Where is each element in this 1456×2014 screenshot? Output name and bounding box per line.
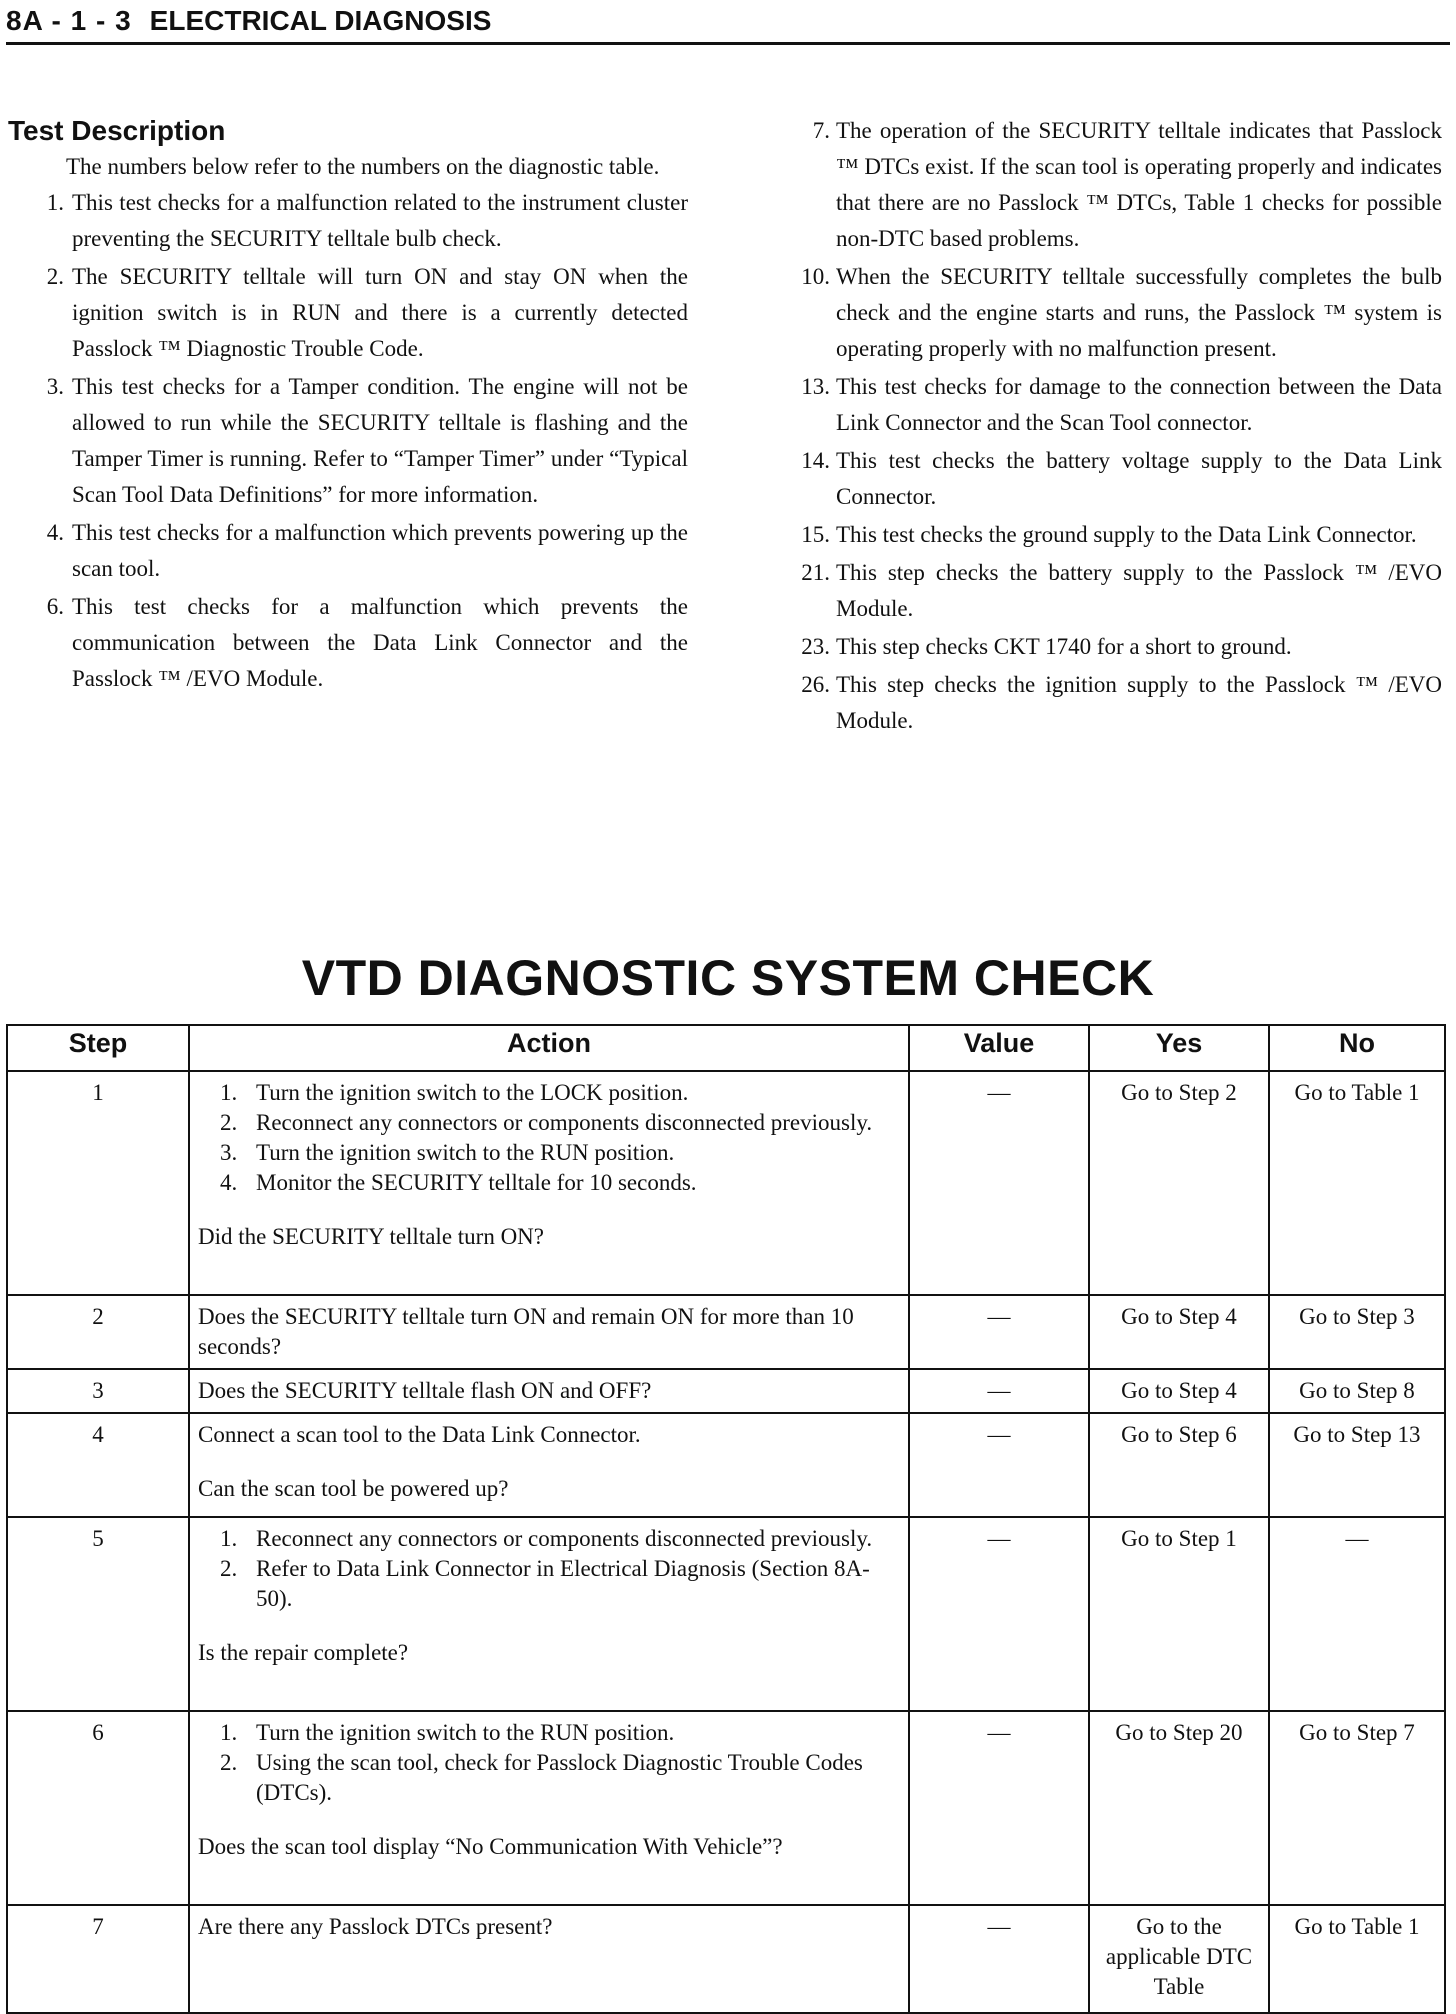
table-row: [7, 1517, 1445, 1711]
action-text: Using the scan tool, check for Passlock Diagnostic Trouble Codes (DTCs).: [256, 1750, 863, 1805]
action-text: Turn the ignition switch to the RUN position.: [256, 1720, 675, 1745]
action-item: [198, 1168, 900, 1198]
action-item: [198, 1718, 900, 1748]
item-number: 10.: [801, 264, 830, 289]
test-description-list-left: [8, 185, 688, 697]
action-number: 2.: [220, 1556, 238, 1581]
item-number: 21.: [801, 560, 830, 585]
action-list: [198, 1078, 900, 1198]
action-cell: [189, 1295, 909, 1369]
column-header-value: Value: [909, 1025, 1089, 1071]
no-cell: Go to Step 3: [1269, 1295, 1445, 1369]
action-item: [198, 1524, 900, 1554]
step-cell: 3: [7, 1369, 189, 1413]
action-question: Does the SECURITY telltale turn ON and remain ON for more than 10 seconds?: [198, 1304, 854, 1359]
action-list: [198, 1524, 900, 1614]
section-title: ELECTRICAL DIAGNOSIS: [149, 5, 492, 36]
action-item: [198, 1748, 900, 1808]
value-cell: —: [909, 1413, 1089, 1517]
yes-cell: Go to Step 6: [1089, 1413, 1269, 1517]
list-item: [8, 589, 688, 697]
list-item: [780, 259, 1442, 367]
no-cell: Go to Table 1: [1269, 1071, 1445, 1295]
page-header: [6, 0, 1450, 45]
item-text: When the SECURITY telltale successfully completes the bulb check and the engine starts and runs, the Passlock ™ system is operating properly with no malfunction present.: [836, 264, 1442, 361]
item-number: 2.: [46, 264, 64, 289]
table-row: [7, 1711, 1445, 1905]
item-number: 15.: [801, 522, 830, 547]
list-item: [8, 259, 688, 367]
value-cell: —: [909, 1711, 1089, 1905]
no-cell: Go to Step 7: [1269, 1711, 1445, 1905]
column-header-no: No: [1269, 1025, 1445, 1071]
item-number: 23.: [801, 634, 830, 659]
item-text: This test checks the ground supply to the Data Link Connector.: [836, 522, 1417, 547]
item-text: This test checks for a Tamper condition. The engine will not be allowed to run while the SECURITY telltale is flashing and the Tamper Timer is running. Refer to “Tamper Timer” under “Typical Scan Tool Data Definitions” for more information.: [72, 374, 688, 507]
test-description-left-column: [8, 113, 688, 699]
table-row: [7, 1071, 1445, 1295]
column-header-yes: Yes: [1089, 1025, 1269, 1071]
item-text: This step checks the ignition supply to the Passlock ™ /EVO Module.: [836, 672, 1442, 733]
item-number: 6.: [46, 594, 64, 619]
item-text: This test checks for damage to the connection between the Data Link Connector and the Scan Tool connector.: [836, 374, 1442, 435]
table-row: [7, 1905, 1445, 2013]
table-row: [7, 1413, 1445, 1517]
action-number: 2.: [220, 1750, 238, 1775]
item-number: 26.: [801, 672, 830, 697]
system-check-title: VTD DIAGNOSTIC SYSTEM CHECK: [301, 950, 1155, 1006]
action-instruction: Connect a scan tool to the Data Link Connector.: [198, 1422, 641, 1447]
action-number: 1.: [220, 1720, 238, 1745]
step-cell: 4: [7, 1413, 189, 1517]
action-question: Is the repair complete?: [198, 1640, 409, 1665]
action-item: [198, 1138, 900, 1168]
no-cell: Go to Step 8: [1269, 1369, 1445, 1413]
list-item: [780, 629, 1442, 665]
item-text: The SECURITY telltale will turn ON and stay ON when the ignition switch is in RUN and there is a currently detected Passlock ™ Diagnostic Trouble Code.: [72, 264, 688, 361]
item-text: This step checks CKT 1740 for a short to ground.: [836, 634, 1292, 659]
no-cell: Go to Step 13: [1269, 1413, 1445, 1517]
action-cell: [189, 1413, 909, 1517]
action-cell: [189, 1071, 909, 1295]
yes-cell: Go to the applicable DTC Table: [1089, 1905, 1269, 2013]
action-number: 2.: [220, 1110, 238, 1135]
action-question: Does the SECURITY telltale flash ON and OFF?: [198, 1378, 652, 1403]
item-number: 13.: [801, 374, 830, 399]
list-item: [780, 517, 1442, 553]
no-cell: —: [1269, 1517, 1445, 1711]
action-cell: [189, 1369, 909, 1413]
item-text: The operation of the SECURITY telltale indicates that Passlock ™ DTCs exist. If the scan tool is operating properly and indicates that there are no Passlock ™ DTCs, Table 1 checks for possible non-DTC based problems.: [836, 118, 1442, 251]
action-list: [198, 1718, 900, 1808]
step-cell: 5: [7, 1517, 189, 1711]
column-header-action: Action: [189, 1025, 909, 1071]
item-number: 14.: [801, 448, 830, 473]
action-number: 1.: [220, 1526, 238, 1551]
yes-cell: Go to Step 4: [1089, 1295, 1269, 1369]
diagnostic-table: [6, 1024, 1446, 2014]
table-row: [7, 1369, 1445, 1413]
yes-cell: Go to Step 1: [1089, 1517, 1269, 1711]
yes-cell: Go to Step 20: [1089, 1711, 1269, 1905]
action-text: Reconnect any connectors or components disconnected previously.: [256, 1110, 873, 1135]
value-cell: —: [909, 1071, 1089, 1295]
action-number: 3.: [220, 1140, 238, 1165]
yes-cell: Go to Step 2: [1089, 1071, 1269, 1295]
step-cell: 1: [7, 1071, 189, 1295]
item-number: 1.: [46, 190, 64, 215]
table-row: [7, 1295, 1445, 1369]
list-item: [780, 555, 1442, 627]
action-question: Does the scan tool display “No Communication With Vehicle”?: [198, 1834, 783, 1859]
action-text: Monitor the SECURITY telltale for 10 seconds.: [256, 1170, 697, 1195]
action-text: Reconnect any connectors or components disconnected previously.: [256, 1526, 873, 1551]
list-item: [780, 443, 1442, 515]
action-text: Turn the ignition switch to the LOCK position.: [256, 1080, 689, 1105]
column-header-step: Step: [7, 1025, 189, 1071]
step-cell: 2: [7, 1295, 189, 1369]
action-cell: [189, 1711, 909, 1905]
list-item: [780, 369, 1442, 441]
action-cell: [189, 1517, 909, 1711]
action-question: Did the SECURITY telltale turn ON?: [198, 1224, 544, 1249]
action-cell: [189, 1905, 909, 2013]
list-item: [780, 113, 1442, 257]
value-cell: —: [909, 1295, 1089, 1369]
item-text: This step checks the battery supply to the Passlock ™ /EVO Module.: [836, 560, 1442, 621]
value-cell: —: [909, 1517, 1089, 1711]
test-description-right-column: [780, 113, 1442, 741]
section-number: 8A - 1 - 3: [6, 5, 132, 36]
action-question: Are there any Passlock DTCs present?: [198, 1914, 553, 1939]
item-text: This test checks for a malfunction related to the instrument cluster preventing the SECURITY telltale bulb check.: [72, 190, 688, 251]
step-cell: 7: [7, 1905, 189, 2013]
item-number: 4.: [46, 520, 64, 545]
test-description-title: Test Description: [8, 115, 226, 146]
test-description-list-right: [780, 113, 1442, 739]
item-text: This test checks for a malfunction which prevents the communication between the Data Link Connector and the Passlock ™ /EVO Module.: [72, 594, 688, 691]
table-header-row: [7, 1025, 1445, 1071]
test-description-intro: The numbers below refer to the numbers on the diagnostic table.: [66, 154, 660, 179]
item-number: 7.: [812, 118, 830, 143]
action-number: 4.: [220, 1170, 238, 1195]
action-number: 1.: [220, 1080, 238, 1105]
list-item: [8, 515, 688, 587]
action-item: [198, 1078, 900, 1108]
list-item: [8, 185, 688, 257]
no-cell: Go to Table 1: [1269, 1905, 1445, 2013]
item-text: This test checks the battery voltage supply to the Data Link Connector.: [836, 448, 1442, 509]
list-item: [8, 369, 688, 513]
action-item: [198, 1554, 900, 1614]
list-item: [780, 667, 1442, 739]
value-cell: —: [909, 1369, 1089, 1413]
item-text: This test checks for a malfunction which prevents powering up the scan tool.: [72, 520, 688, 581]
yes-cell: Go to Step 4: [1089, 1369, 1269, 1413]
item-number: 3.: [46, 374, 64, 399]
action-item: [198, 1108, 900, 1138]
action-text: Turn the ignition switch to the RUN position.: [256, 1140, 675, 1165]
action-text: Refer to Data Link Connector in Electrical Diagnosis (Section 8A-50).: [256, 1556, 870, 1611]
value-cell: —: [909, 1905, 1089, 2013]
step-cell: 6: [7, 1711, 189, 1905]
action-question: Can the scan tool be powered up?: [198, 1476, 509, 1501]
